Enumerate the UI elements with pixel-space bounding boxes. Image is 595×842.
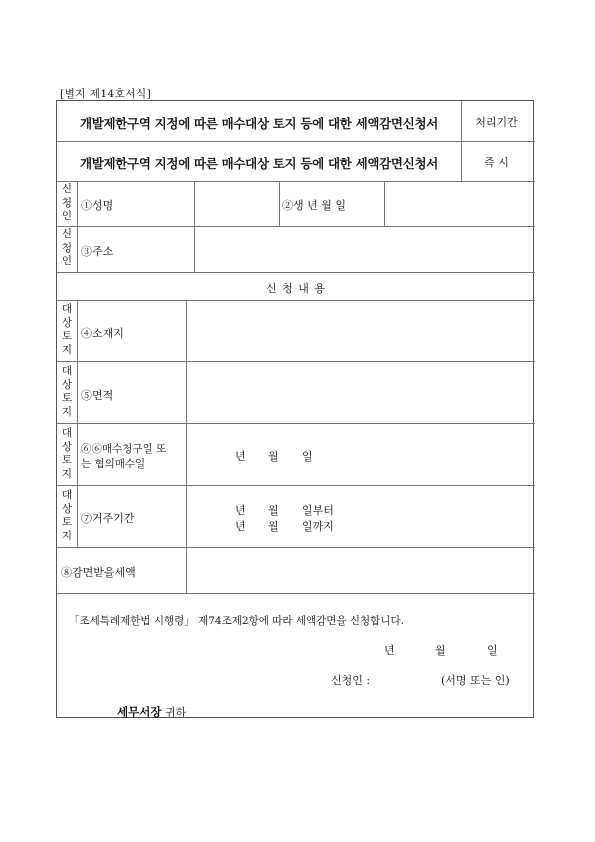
- reduction-amount-label: ⑧감면받을세액: [61, 566, 136, 579]
- processing-period-label: 처리기간: [475, 116, 518, 129]
- row-divider: [57, 141, 535, 142]
- vertical-char: 상: [61, 502, 73, 515]
- vertical-char: 인: [61, 210, 73, 222]
- vertical-char: 대: [61, 303, 73, 315]
- vertical-char: 상: [61, 316, 73, 329]
- statement-year: 년: [384, 644, 395, 657]
- birth-date-field[interactable]: [385, 182, 535, 226]
- processing-period-value: 즉 시: [484, 156, 509, 169]
- residence-to-day: 일까지: [302, 520, 334, 533]
- applicant-section-label: [57, 228, 77, 269]
- vertical-char: 상: [61, 378, 73, 391]
- applicant-signature-label: 신청인 :: [331, 674, 371, 687]
- row-divider: [57, 272, 535, 273]
- vertical-char: 지: [61, 405, 73, 418]
- application-statement: 「조세특례제한법 시행령」 제74조제2항에 따라 세액감면을 신청합니다.: [69, 615, 404, 627]
- residence-to-year: 년: [235, 520, 246, 533]
- vertical-char: 상: [61, 440, 73, 453]
- residence-from-month: 월: [268, 504, 279, 517]
- vertical-char: 지: [61, 529, 73, 542]
- area-label: ⑤면적: [81, 389, 114, 402]
- target-land-label: [57, 365, 77, 419]
- target-land-label: [57, 489, 77, 543]
- reduction-amount-field[interactable]: [187, 548, 535, 593]
- row-divider: [57, 593, 535, 594]
- birth-date-label: ②생 년 월 일: [282, 199, 346, 212]
- location-field[interactable]: [187, 301, 535, 361]
- vertical-char: 대: [61, 489, 73, 501]
- vertical-char: 청: [61, 196, 73, 209]
- vertical-char: 청: [61, 241, 73, 254]
- applicant-signature-field[interactable]: [375, 667, 437, 687]
- purchase-date-label: ⑥⑥매수청구일 또: [81, 443, 167, 455]
- vertical-char: 토: [61, 454, 73, 466]
- target-land-label: [57, 303, 77, 357]
- target-land-label: [57, 427, 77, 481]
- address-label: ③주소: [81, 245, 114, 258]
- application-contents-heading: 신 청 내 용: [266, 282, 326, 295]
- column-divider: [77, 181, 78, 272]
- address-field[interactable]: [195, 227, 535, 272]
- name-field[interactable]: [195, 182, 279, 226]
- vertical-char: 지: [61, 467, 73, 480]
- form-title: 개발제한구역 지정에 따른 매수대상 토지 등에 대한 세액감면신청서: [79, 116, 439, 131]
- applicant-section-label: [57, 183, 77, 224]
- application-form: [56, 100, 534, 718]
- form-number-label: [별지 제14호서식]: [60, 88, 152, 100]
- purchase-day-label: 일: [302, 450, 313, 463]
- statement-day: 일: [487, 644, 498, 657]
- row-divider: [57, 485, 535, 486]
- column-divider: [77, 300, 78, 547]
- vertical-char: 지: [61, 343, 73, 356]
- vertical-char: 토: [61, 516, 73, 528]
- vertical-char: 대: [61, 427, 73, 439]
- vertical-char: 신: [61, 183, 73, 195]
- name-label: ①성명: [81, 199, 114, 212]
- row-divider: [57, 423, 535, 424]
- purchase-year-label: 년: [235, 450, 246, 463]
- form-title-repeat: 개발제한구역 지정에 따른 매수대상 토지 등에 대한 세액감면신청서: [79, 156, 439, 171]
- addressee-suffix: 귀하: [164, 706, 187, 719]
- residence-from-year: 년: [235, 504, 246, 517]
- area-field[interactable]: [187, 362, 535, 423]
- column-divider: [279, 181, 280, 226]
- statement-month: 월: [435, 644, 446, 657]
- location-label: ④소재지: [81, 327, 124, 340]
- vertical-char: 인: [61, 255, 73, 267]
- residence-from-day: 일부터: [302, 504, 334, 517]
- vertical-char: 토: [61, 392, 73, 404]
- signature-note: (서명 또는 인): [441, 674, 510, 687]
- vertical-char: 신: [61, 228, 73, 240]
- residence-period-label: ⑦거주기간: [81, 512, 135, 525]
- purchase-month-label: 월: [268, 450, 279, 463]
- vertical-char: 대: [61, 365, 73, 377]
- addressee: [117, 704, 186, 720]
- addressee-office: 세무서장: [117, 705, 162, 719]
- purchase-date-label-cont: 는 협의매수일: [81, 458, 146, 470]
- residence-to-month: 월: [268, 520, 279, 533]
- vertical-char: 토: [61, 330, 73, 342]
